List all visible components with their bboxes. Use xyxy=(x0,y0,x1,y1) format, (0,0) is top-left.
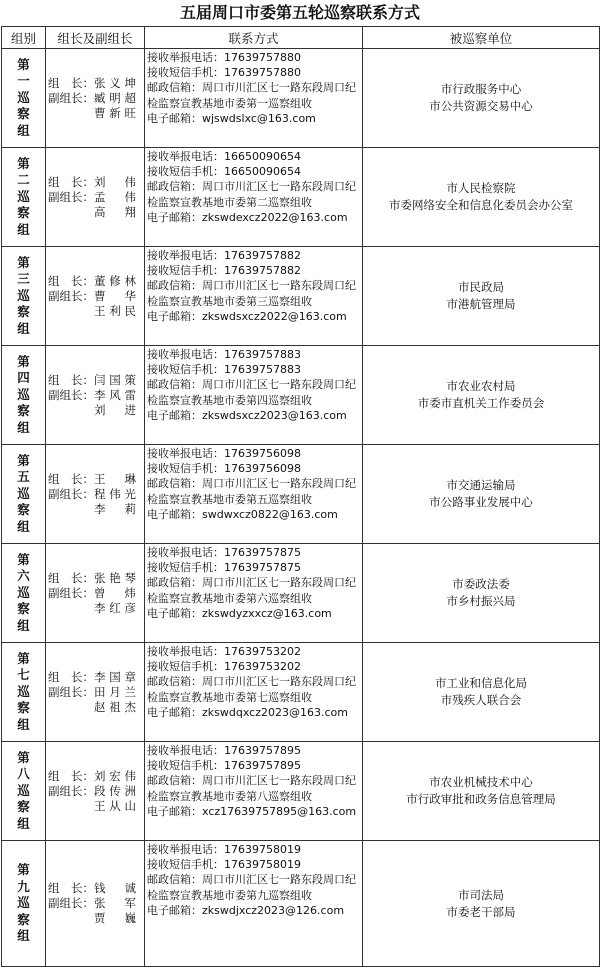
email-line xyxy=(147,606,360,621)
role-label: 组 长： xyxy=(48,372,94,387)
leaders-cell xyxy=(46,841,145,967)
email-label: 电子邮箱： xyxy=(147,111,202,125)
sms-phone-value: 17639757883 xyxy=(224,363,301,377)
role-label-empty xyxy=(46,601,94,616)
deputy-name: 王利民 xyxy=(94,303,136,318)
postal-box-line xyxy=(147,575,360,605)
email-line xyxy=(147,408,360,423)
report-phone-value: 17639758019 xyxy=(224,843,301,856)
postal-box-value: 周口市川汇区七一路东段周口纪检监察宣教基地市委第四巡察组收 xyxy=(147,378,356,407)
postal-box-label: 邮政信箱： xyxy=(147,279,202,293)
group-name: 第九巡察组 xyxy=(17,862,30,944)
table-header-row xyxy=(2,27,600,49)
leaders-cell xyxy=(46,544,145,643)
email-value[interactable]: zkswdqxcz2023@163.com xyxy=(202,705,348,719)
inspection-contact-table xyxy=(1,26,600,967)
contact-cell xyxy=(145,742,363,841)
role-label: 组 长： xyxy=(48,471,94,486)
deputy-name: 赵祖杰 xyxy=(94,699,136,714)
sms-phone-label: 接收短信手机： xyxy=(147,264,224,278)
sms-phone-line xyxy=(147,263,360,278)
sms-phone-line xyxy=(147,659,360,674)
deputy-name: 曹 华 xyxy=(94,288,136,303)
sms-phone-line xyxy=(147,857,360,872)
report-phone-line xyxy=(147,545,360,560)
postal-box-label: 邮政信箱： xyxy=(147,180,202,194)
leader-line xyxy=(46,472,144,487)
email-label: 电子邮箱： xyxy=(147,309,202,323)
deputy-name: 李风雷 xyxy=(94,387,136,402)
leader-line xyxy=(46,373,144,388)
contact-cell xyxy=(145,247,363,346)
leader-name: 王 琳 xyxy=(94,471,136,486)
group-name: 第六巡察组 xyxy=(17,551,30,633)
email-line xyxy=(147,111,360,126)
postal-box-line xyxy=(147,872,360,902)
sms-phone-label: 接收短信手机： xyxy=(147,858,224,872)
sms-phone-line xyxy=(147,758,360,773)
email-line xyxy=(147,705,360,720)
postal-box-value: 周口市川汇区七一路东段周口纪检监察宣教基地市委第八巡察组收 xyxy=(147,774,356,803)
leader-name: 董修林 xyxy=(94,273,136,288)
deputy-name: 段传洲 xyxy=(94,783,136,798)
email-label: 电子邮箱： xyxy=(147,903,202,917)
sms-phone-line xyxy=(147,65,360,80)
group-name: 第二巡察组 xyxy=(17,155,30,237)
role-label: 副组长： xyxy=(48,896,94,910)
sms-phone-label: 接收短信手机： xyxy=(147,660,224,674)
postal-box-line xyxy=(147,476,360,506)
table-row xyxy=(2,346,600,445)
report-phone-line xyxy=(147,50,360,65)
page-title: 五届周口市委第五轮巡察联系方式 xyxy=(179,3,420,22)
group-name: 第三巡察组 xyxy=(17,254,30,336)
email-label: 电子邮箱： xyxy=(147,210,202,224)
deputy-name: 张 军 xyxy=(94,896,136,910)
table-row xyxy=(2,742,600,841)
group-cell xyxy=(2,247,46,346)
leader-line xyxy=(46,685,144,700)
inspected-unit: 市民政局 xyxy=(458,280,504,294)
role-label: 副组长： xyxy=(48,189,94,204)
units-cell xyxy=(363,643,600,742)
email-label: 电子邮箱： xyxy=(147,507,202,521)
report-phone-value: 17639757883 xyxy=(224,348,301,361)
leader-line xyxy=(46,799,144,814)
postal-box-value: 周口市川汇区七一路东段周口纪检监察宣教基地市委第二巡察组收 xyxy=(147,180,356,209)
postal-box-label: 邮政信箱： xyxy=(147,81,202,95)
leader-line xyxy=(46,881,144,896)
table-row xyxy=(2,544,600,643)
group-name: 第七巡察组 xyxy=(17,650,30,732)
leaders-cell xyxy=(46,148,145,247)
leader-line xyxy=(46,403,144,418)
deputy-name: 曹新旺 xyxy=(94,105,136,120)
sms-phone-line xyxy=(147,560,360,575)
leaders-cell xyxy=(46,643,145,742)
report-phone-label: 接收举报电话： xyxy=(147,645,224,658)
email-value[interactable]: swdwxcz0822@163.com xyxy=(202,507,338,521)
report-phone-line xyxy=(147,644,360,659)
report-phone-line xyxy=(147,248,360,263)
postal-box-label: 邮政信箱： xyxy=(147,873,202,887)
postal-box-value: 周口市川汇区七一路东段周口纪检监察宣教基地市委第一巡察组收 xyxy=(147,81,356,110)
role-label: 组 长： xyxy=(48,273,94,288)
leader-line xyxy=(46,304,144,319)
group-cell xyxy=(2,841,46,967)
report-phone-label: 接收举报电话： xyxy=(147,249,224,262)
report-phone-label: 接收举报电话： xyxy=(147,150,224,163)
group-cell xyxy=(2,346,46,445)
leader-line xyxy=(46,601,144,616)
units-cell xyxy=(363,544,600,643)
contact-cell xyxy=(145,445,363,544)
leader-name: 李国章 xyxy=(94,669,136,684)
deputy-name: 刘 进 xyxy=(94,402,136,417)
leader-line xyxy=(46,700,144,715)
leaders-cell xyxy=(46,742,145,841)
role-label-empty xyxy=(46,502,94,517)
role-label-empty xyxy=(46,205,94,220)
report-phone-line xyxy=(147,347,360,362)
postal-box-value: 周口市川汇区七一路东段周口纪检监察宣教基地市委第九巡察组收 xyxy=(147,873,356,902)
role-label: 副组长： xyxy=(48,288,94,303)
leader-line xyxy=(46,784,144,799)
group-cell xyxy=(2,742,46,841)
postal-box-label: 邮政信箱： xyxy=(147,774,202,788)
email-value[interactable]: xcz17639757895@163.com xyxy=(202,804,357,818)
units-cell xyxy=(363,49,600,148)
contact-cell xyxy=(145,544,363,643)
leader-line xyxy=(46,190,144,205)
leader-name: 钱 诚 xyxy=(94,881,136,895)
sms-phone-value: 17639756098 xyxy=(224,462,301,476)
email-value[interactable]: wjswdslxc@163.com xyxy=(202,111,316,125)
sms-phone-label: 接收短信手机： xyxy=(147,165,224,179)
leader-line xyxy=(46,175,144,190)
contact-cell xyxy=(145,346,363,445)
report-phone-label: 接收举报电话： xyxy=(147,843,224,856)
sms-phone-value: 17639758019 xyxy=(224,858,301,872)
sms-phone-line xyxy=(147,461,360,476)
inspected-unit: 市委网络安全和信息化委员会办公室 xyxy=(389,198,573,212)
report-phone-value: 17639757882 xyxy=(224,249,301,262)
leaders-cell xyxy=(46,445,145,544)
leader-line xyxy=(46,76,144,91)
report-phone-line xyxy=(147,446,360,461)
email-label: 电子邮箱： xyxy=(147,606,202,620)
header-contact: 联系方式 xyxy=(145,27,363,49)
group-cell xyxy=(2,445,46,544)
email-line xyxy=(147,210,360,225)
report-phone-label: 接收举报电话： xyxy=(147,744,224,757)
sms-phone-value: 17639757882 xyxy=(224,264,301,278)
units-cell xyxy=(363,346,600,445)
deputy-name: 李 莉 xyxy=(94,501,136,516)
inspected-unit: 市行政审批和政务信息管理局 xyxy=(406,792,556,806)
leaders-cell xyxy=(46,49,145,148)
postal-box-line xyxy=(147,773,360,803)
role-label-empty xyxy=(46,403,94,418)
report-phone-line xyxy=(147,743,360,758)
sms-phone-label: 接收短信手机： xyxy=(147,561,224,575)
postal-box-label: 邮政信箱： xyxy=(147,378,202,392)
sms-phone-label: 接收短信手机： xyxy=(147,462,224,476)
leader-line xyxy=(46,388,144,403)
inspected-unit: 市人民检察院 xyxy=(446,181,516,195)
role-label-empty xyxy=(46,106,94,121)
group-name: 第四巡察组 xyxy=(17,353,30,435)
table-row xyxy=(2,445,600,544)
postal-box-line xyxy=(147,377,360,407)
inspected-unit: 市交通运输局 xyxy=(446,478,516,492)
sms-phone-value: 16650090654 xyxy=(224,165,301,179)
leader-line xyxy=(46,274,144,289)
group-name: 第一巡察组 xyxy=(17,56,30,138)
report-phone-value: 17639757875 xyxy=(224,546,301,559)
sms-phone-value: 17639757895 xyxy=(224,759,301,773)
inspected-unit: 市委老干部局 xyxy=(446,904,516,919)
deputy-name: 高 翔 xyxy=(94,204,136,219)
contact-cell xyxy=(145,643,363,742)
report-phone-value: 16650090654 xyxy=(224,150,301,163)
sms-phone-value: 17639753202 xyxy=(224,660,301,674)
role-label: 组 长： xyxy=(48,174,94,189)
role-label: 副组长： xyxy=(48,387,94,402)
leader-name: 刘宏伟 xyxy=(94,768,136,783)
postal-box-value: 周口市川汇区七一路东段周口纪检监察宣教基地市委第六巡察组收 xyxy=(147,576,356,605)
postal-box-label: 邮政信箱： xyxy=(147,477,202,491)
inspected-unit: 市乡村振兴局 xyxy=(446,594,516,608)
role-label-empty xyxy=(46,799,94,814)
units-cell xyxy=(363,247,600,346)
group-name: 第八巡察组 xyxy=(17,749,30,831)
table-row xyxy=(2,841,600,967)
units-cell xyxy=(363,742,600,841)
leader-name: 张艳琴 xyxy=(94,570,136,585)
email-value[interactable]: zkswdjxcz2023@126.com xyxy=(202,903,345,917)
role-label-empty xyxy=(46,700,94,715)
postal-box-label: 邮政信箱： xyxy=(147,675,202,689)
role-label: 副组长： xyxy=(48,585,94,600)
group-cell xyxy=(2,643,46,742)
leader-name: 闫国策 xyxy=(94,372,136,387)
leader-name: 张义坤 xyxy=(94,75,136,90)
sms-phone-label: 接收短信手机： xyxy=(147,66,224,80)
email-line xyxy=(147,804,360,819)
leader-line xyxy=(46,289,144,304)
report-phone-label: 接收举报电话： xyxy=(147,348,224,361)
postal-box-line xyxy=(147,674,360,704)
inspected-unit: 市农业机械技术中心 xyxy=(429,775,533,789)
inspected-unit: 市司法局 xyxy=(458,887,504,902)
postal-box-line xyxy=(147,80,360,110)
contact-cell xyxy=(145,49,363,148)
contact-cell xyxy=(145,841,363,967)
leader-line xyxy=(46,487,144,502)
sms-phone-value: 17639757880 xyxy=(224,66,301,80)
leaders-cell xyxy=(46,346,145,445)
role-label: 副组长： xyxy=(48,684,94,699)
email-label: 电子邮箱： xyxy=(147,408,202,422)
deputy-name: 程伟光 xyxy=(94,486,136,501)
report-phone-label: 接收举报电话： xyxy=(147,546,224,559)
leader-line xyxy=(46,896,144,911)
inspected-unit: 市农业农村局 xyxy=(446,379,516,393)
email-label: 电子邮箱： xyxy=(147,705,202,719)
table-row xyxy=(2,49,600,148)
table-row xyxy=(2,148,600,247)
deputy-name: 王从山 xyxy=(94,798,136,813)
table-row xyxy=(2,247,600,346)
leader-name: 刘 伟 xyxy=(94,174,136,189)
report-phone-value: 17639757895 xyxy=(224,744,301,757)
role-label: 副组长： xyxy=(48,90,94,105)
report-phone-line xyxy=(147,149,360,164)
group-cell xyxy=(2,49,46,148)
leader-line xyxy=(46,911,144,926)
leader-line xyxy=(46,586,144,601)
sms-phone-line xyxy=(147,164,360,179)
table-row xyxy=(2,643,600,742)
inspected-unit: 市委市直机关工作委员会 xyxy=(417,396,545,410)
email-line xyxy=(147,507,360,522)
header-leaders: 组长及副组长 xyxy=(46,27,145,49)
leader-line xyxy=(46,571,144,586)
leader-line xyxy=(46,670,144,685)
sms-phone-label: 接收短信手机： xyxy=(147,363,224,377)
leader-line xyxy=(46,502,144,517)
email-line xyxy=(147,903,360,918)
leader-line xyxy=(46,769,144,784)
report-phone-label: 接收举报电话： xyxy=(147,447,224,460)
role-label: 副组长： xyxy=(48,783,94,798)
inspected-unit: 市工业和信息化局 xyxy=(435,676,527,690)
email-label: 电子邮箱： xyxy=(147,804,202,818)
group-cell xyxy=(2,544,46,643)
role-label: 组 长： xyxy=(48,570,94,585)
contact-cell xyxy=(145,148,363,247)
role-label: 组 长： xyxy=(48,768,94,783)
role-label: 副组长： xyxy=(48,486,94,501)
leader-line xyxy=(46,106,144,121)
inspected-unit: 市公共资源交易中心 xyxy=(429,99,533,113)
inspected-unit: 市港航管理局 xyxy=(446,297,516,311)
report-phone-value: 17639757880 xyxy=(224,51,301,64)
postal-box-line xyxy=(147,278,360,308)
inspected-unit: 市残疾人联合会 xyxy=(440,693,522,707)
sms-phone-value: 17639757875 xyxy=(224,561,301,575)
role-label: 组 长： xyxy=(48,881,94,895)
report-phone-value: 17639756098 xyxy=(224,447,301,460)
email-line xyxy=(147,309,360,324)
role-label: 组 长： xyxy=(48,75,94,90)
header-group: 组别 xyxy=(2,27,46,49)
email-value[interactable]: zkswdsxcz2023@163.com xyxy=(202,408,347,422)
group-name: 第五巡察组 xyxy=(17,452,30,534)
leader-line xyxy=(46,91,144,106)
units-cell xyxy=(363,841,600,967)
header-units: 被巡察单位 xyxy=(363,27,600,49)
group-cell xyxy=(2,148,46,247)
sms-phone-line xyxy=(147,362,360,377)
leader-line xyxy=(46,205,144,220)
postal-box-line xyxy=(147,179,360,209)
postal-box-value: 周口市川汇区七一路东段周口纪检监察宣教基地市委第三巡察组收 xyxy=(147,279,356,308)
email-value[interactable]: zkswdsxcz2022@163.com xyxy=(202,309,347,323)
email-value[interactable]: zkswdyzxxcz@163.com xyxy=(202,606,332,620)
role-label-empty xyxy=(46,911,94,926)
inspected-unit: 市公路事业发展中心 xyxy=(429,495,533,509)
sms-phone-label: 接收短信手机： xyxy=(147,759,224,773)
report-phone-line xyxy=(147,842,360,857)
inspected-unit: 市委政法委 xyxy=(452,577,510,591)
leaders-cell xyxy=(46,247,145,346)
deputy-name: 孟 伟 xyxy=(94,189,136,204)
postal-box-label: 邮政信箱： xyxy=(147,576,202,590)
deputy-name: 李红彦 xyxy=(94,600,136,615)
role-label: 组 长： xyxy=(48,669,94,684)
deputy-name: 臧明超 xyxy=(94,90,136,105)
inspected-unit: 市行政服务中心 xyxy=(440,82,522,96)
postal-box-value: 周口市川汇区七一路东段周口纪检监察宣教基地市委第七巡察组收 xyxy=(147,675,356,704)
units-cell xyxy=(363,148,600,247)
report-phone-label: 接收举报电话： xyxy=(147,51,224,64)
deputy-name: 田月兰 xyxy=(94,684,136,699)
email-value[interactable]: zkswdexcz2022@163.com xyxy=(202,210,348,224)
deputy-name: 曾 炜 xyxy=(94,585,136,600)
role-label-empty xyxy=(46,304,94,319)
report-phone-value: 17639753202 xyxy=(224,645,301,658)
units-cell xyxy=(363,445,600,544)
deputy-name: 贾 巍 xyxy=(94,911,136,925)
postal-box-value: 周口市川汇区七一路东段周口纪检监察宣教基地市委第五巡察组收 xyxy=(147,477,356,506)
